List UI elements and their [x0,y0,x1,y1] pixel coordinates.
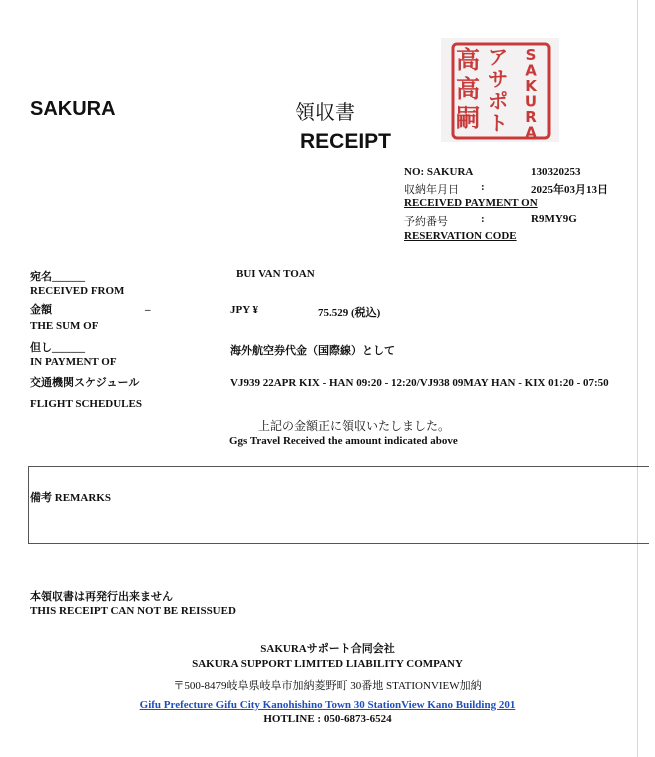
seal-char: R [525,108,537,126]
seal-char: K [525,77,537,95]
receipt-number-label: NO: SAKURA [404,166,474,178]
schedule-value: VJ939 22APR KIX - HAN 09:20 - 12:20/VJ938 09MAY HAN - KIX 01:20 - 07:50 [230,377,609,389]
schedule-label-en: FLIGHT SCHEDULES [30,398,142,410]
reissue-notice-ja: 本領収書は再発行出来ません [30,591,173,603]
company-seal [441,38,559,142]
reservation-label: 予約番号 [404,216,448,228]
reservation-code-value: R9MY9G [531,213,577,225]
remarks-label: 備考 REMARKS [30,492,111,504]
addressee-label-en: RECEIVED FROM [30,285,125,297]
seal-char: ト [488,111,508,135]
title-english: RECEIPT [300,130,392,153]
company-name-ja: SAKURAサポート合同会社 [260,643,395,655]
addressee-label-ja: 宛名______ [30,271,85,283]
reservation-colon: : [481,213,485,225]
brand-name: SAKURA [30,98,116,120]
amount-currency: JPY ¥ [230,304,259,316]
purpose-value: 海外航空券代金（国際線）として [230,345,395,357]
seal-char: サ [488,67,508,91]
amount-label-ja: 金額 [30,304,52,316]
schedule-label-ja: 交通機関スケジュール [30,377,140,389]
remarks-box [28,466,649,544]
seal-char: A [525,61,537,80]
seal-stamp-graphic [441,38,559,142]
hotline [0,713,655,725]
purpose-label-en: IN PAYMENT OF [30,356,117,368]
seal-char: U [524,92,538,111]
payment-date-label: 収納年月日 [404,184,459,196]
company-address-ja: 〒500-8479岐阜県岐阜市加納菱野町 30番地 STATIONVIEW加納 [173,680,482,692]
seal-char: 高 [456,75,480,103]
seal-char: ア [488,45,508,69]
reservation-label-en: RESERVATION CODE [404,230,517,242]
seal-char: A [525,123,537,142]
receipt-number-value: 130320253 [531,166,581,178]
amount-label-en: THE SUM OF [30,320,99,332]
company-name-en: SAKURA SUPPORT LIMITED LIABILITY COMPANY [192,658,463,670]
hotline-label: HOTLINE : [263,713,322,725]
seal-char: ポ [488,89,508,113]
title-japanese: 領収書 [295,102,355,124]
seal-char: S [525,46,537,64]
seal-char: 高 [456,46,480,74]
confirmation-en: Ggs Travel Received the amount indicated above [229,435,458,447]
seal-char: 嗣 [456,104,480,132]
payment-date-value: 2025年03月13日 [531,184,608,196]
amount-dash: _ [145,300,151,312]
hotline-number: 050-6873-6524 [323,713,392,725]
purpose-label-ja: 但し______ [30,342,85,354]
payment-date-colon: : [481,181,485,193]
payment-date-label-en: RECEIVED PAYMENT ON [404,197,538,209]
confirmation-ja: 上記の金額正に領収いたしました。 [258,419,451,433]
amount-value: 75.529 (税込) [318,307,381,319]
addressee-value: BUI VAN TOAN [236,268,315,280]
reissue-notice-en: THIS RECEIPT CAN NOT BE REISSUED [30,605,236,617]
company-address-link[interactable]: Gifu Prefecture Gifu City Kanohishino Town 30 StationView Kano Building 201 [139,699,516,711]
